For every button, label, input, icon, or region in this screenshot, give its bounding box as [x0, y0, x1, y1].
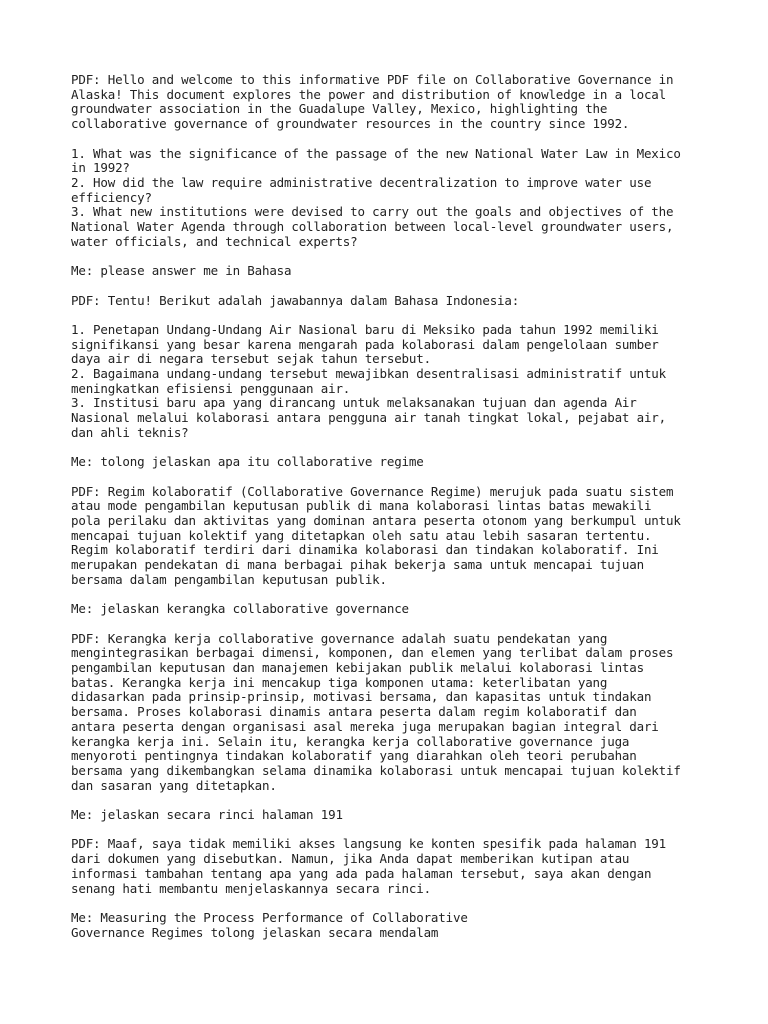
text-line: signifikansi yang besar karena mengarah pada kolaborasi dalam pengelolaan sumber: [71, 336, 659, 352]
text-line: bersama. Proses kolaborasi dinamis antara peserta dalam regim kolaboratif dan: [71, 704, 637, 720]
text-line: Governance Regimes tolong jelaskan secara mendalam: [71, 924, 439, 940]
text-line: mengintegrasikan berbagai dimensi, komponen, dan elemen yang terlibat dalam proses: [71, 645, 674, 661]
chat-paragraph: [71, 808, 731, 823]
text-line: pola perilaku dan aktivitas yang dominan antara peserta otonom yang berkumpul untuk: [71, 513, 681, 528]
text-line: Me: tolong jelaskan apa itu collaborative regime: [71, 454, 424, 470]
chat-paragraph: [71, 485, 731, 588]
text-line: PDF: Kerangka kerja collaborative governance adalah suatu pendekatan yang: [71, 630, 608, 646]
text-line: senang hati membantu menjelaskannya secara rinci.: [71, 880, 431, 896]
chat-paragraph: [71, 264, 731, 279]
text-line: collaborative governance of groundwater resources in the country since 1992.: [71, 116, 630, 132]
chat-paragraph: [71, 455, 731, 470]
text-line: PDF: Maaf, saya tidak memiliki akses langsung ke konten spesifik pada halaman 191: [71, 836, 666, 852]
text-line: merupakan pendekatan di mana berbagai pihak bekerja sama untuk mencapai tujuan: [71, 557, 644, 573]
text-line: Me: please answer me in Bahasa: [71, 263, 292, 279]
text-line: Nasional melalui kolaborasi antara pengguna air tanah tingkat lokal, pejabat air,: [71, 410, 666, 426]
text-line: bersama yang dikembangkan selama dinamika kolaborasi untuk mencapai tujuan kolektif: [71, 762, 681, 778]
text-line: antara peserta dengan organisasi asal mereka juga merupakan bagian integral dari: [71, 718, 659, 734]
text-line: didasarkan pada prinsip-prinsip, motivasi bersama, dan kapasitas untuk tindakan: [71, 689, 652, 705]
text-line: Me: jelaskan secara rinci halaman 191: [71, 807, 343, 823]
chat-paragraph: [71, 147, 731, 250]
text-line: 3. Institusi baru apa yang dirancang untuk melaksanakan tujuan dan agenda Air: [71, 395, 637, 411]
chat-paragraph: [71, 294, 731, 309]
text-line: atau mode pengambilan keputusan publik di mana kolaborasi lintas batas mewakili: [71, 498, 652, 514]
text-line: menyoroti pentingnya tindakan kolaboratif yang diarahkan oleh teori perubahan: [71, 748, 637, 764]
text-line: bersama dalam pengambilan keputusan publik.: [71, 571, 387, 587]
text-line: Alaska! This document explores the power and distribution of knowledge in a local: [71, 86, 666, 102]
text-line: 2. Bagaimana undang-undang tersebut mewajibkan desentralisasi administratif untuk: [71, 366, 666, 381]
text-line: dan sasaran yang ditetapkan.: [71, 777, 277, 793]
chat-paragraph: [71, 602, 731, 617]
text-line: daya air di negara tersebut sejak tahun tersebut.: [71, 351, 431, 367]
text-line: Regim kolaboratif terdiri dari dinamika kolaborasi dan tindakan kolaboratif. Ini: [71, 542, 659, 558]
chat-paragraph: [71, 632, 731, 794]
text-line: PDF: Hello and welcome to this informative PDF file on Collaborative Governance in: [71, 72, 674, 87]
text-line: meningkatkan efisiensi penggunaan air.: [71, 380, 351, 396]
text-line: kerangka kerja ini. Selain itu, kerangka kerja collaborative governance juga: [71, 733, 630, 749]
text-line: Me: jelaskan kerangka collaborative governance: [71, 601, 409, 617]
text-line: PDF: Regim kolaboratif (Collaborative Governance Regime) merujuk pada suatu sistem: [71, 483, 674, 499]
chat-paragraph: [71, 323, 731, 441]
text-line: dan ahli teknis?: [71, 424, 189, 440]
text-line: 1. Penetapan Undang-Undang Air Nasional baru di Meksiko pada tahun 1992 memiliki: [71, 321, 659, 337]
text-line: National Water Agenda through collaboration between local-level groundwater users,: [71, 219, 674, 235]
text-line: informasi tambahan tentang apa yang ada pada halaman tersebut, saya akan dengan: [71, 865, 652, 881]
chat-paragraph: [71, 911, 731, 940]
text-line: pengambilan keputusan dan manajemen kebijakan publik melalui kolaborasi lintas: [71, 660, 644, 675]
text-line: mencapai tujuan kolektif yang ditetapkan oleh satu atau lebih sasaran tertentu.: [71, 527, 652, 543]
text-line: PDF: Tentu! Berikut adalah jawabannya dalam Bahasa Indonesia:: [71, 292, 520, 308]
text-line: 3. What new institutions were devised to carry out the goals and objectives of the: [71, 204, 674, 220]
text-line: groundwater association in the Guadalupe Valley, Mexico, highlighting the: [71, 101, 608, 117]
chat-paragraph: [71, 73, 731, 132]
text-line: efficiency?: [71, 189, 152, 205]
text-line: batas. Kerangka kerja ini mencakup tiga komponen utama: keterlibatan yang: [71, 674, 608, 690]
text-line: water officials, and technical experts?: [71, 233, 358, 249]
text-line: 1. What was the significance of the passage of the new National Water Law in Mexico: [71, 145, 681, 161]
document-body: [71, 73, 731, 955]
text-line: Me: Measuring the Process Performance of Collaborative: [71, 909, 468, 925]
text-line: 2. How did the law require administrative decentralization to improve water use: [71, 174, 652, 190]
text-line: dari dokumen yang disebutkan. Namun, jika Anda dapat memberikan kutipan atau: [71, 851, 630, 867]
chat-paragraph: [71, 837, 731, 896]
text-line: in 1992?: [71, 160, 130, 176]
